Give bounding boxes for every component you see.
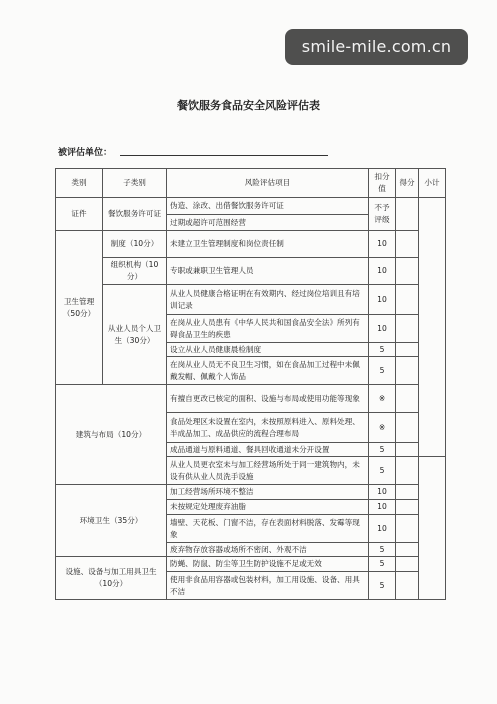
header-subtotal: 小计 (419, 169, 446, 198)
deduct-cell: 5 (369, 443, 396, 457)
risk-assessment-table (55, 168, 446, 600)
table-row (56, 385, 446, 413)
deduct-cell: 不予评级 (369, 198, 396, 231)
table-row (56, 285, 446, 315)
deduct-cell: 5 (369, 357, 396, 385)
table-row (56, 231, 446, 258)
header-category: 类别 (56, 169, 103, 198)
deduct-cell: 5 (369, 343, 396, 357)
item-cell: 专职或兼职卫生管理人员 (167, 258, 369, 285)
score-cell[interactable] (396, 343, 419, 357)
deduct-cell: ※ (369, 413, 396, 443)
score-cell[interactable] (396, 285, 419, 315)
deduct-cell: 10 (369, 258, 396, 285)
header-subcategory: 子类别 (103, 169, 167, 198)
category-cell: 建筑与布局（10分） (56, 385, 167, 485)
table-row (56, 198, 446, 215)
table-row (56, 557, 446, 572)
score-cell[interactable] (396, 457, 419, 485)
deduct-cell: ※ (369, 385, 396, 413)
score-cell[interactable] (396, 557, 419, 572)
subtotal-cell[interactable] (419, 198, 446, 457)
watermark: smile-mile.com.cn (285, 29, 468, 65)
category-cell: 卫生管理（50分） (56, 231, 103, 385)
item-cell: 墙壁、天花板、门窗不洁，存在表面材料脱落、发霉等现象 (167, 515, 369, 543)
score-cell[interactable] (396, 500, 419, 515)
deduct-cell: 5 (369, 457, 396, 485)
item-cell: 在岗从业人员无不良卫生习惯，如在食品加工过程中未佩戴发帽、佩戴个人饰品 (167, 357, 369, 385)
subcategory-cell: 制度（10分） (103, 231, 167, 258)
item-cell: 从业人员健康合格证明在有效期内、经过岗位培训且有培训记录 (167, 285, 369, 315)
deduct-cell: 10 (369, 500, 396, 515)
score-cell[interactable] (396, 385, 419, 413)
table-row (56, 258, 446, 285)
item-cell: 伪造、涂改、出借餐饮服务许可证 (167, 198, 369, 215)
page-title: 餐饮服务食品安全风险评估表 (177, 99, 320, 112)
subcategory-cell: 从业人员个人卫生（30分） (103, 285, 167, 385)
item-cell: 废弃物存放容器或场所不密闭、外观不洁 (167, 543, 369, 557)
item-cell: 加工经营场所环境不整洁 (167, 485, 369, 500)
subcategory-cell: 餐饮服务许可证 (103, 198, 167, 231)
score-cell[interactable] (396, 572, 419, 600)
score-cell[interactable] (396, 443, 419, 457)
subcategory-cell: 组织机构（10分） (103, 258, 167, 285)
table-row (56, 485, 446, 500)
item-cell: 防蝇、防鼠、防尘等卫生防护设施不足或无效 (167, 557, 369, 572)
item-cell: 未建立卫生管理制度和岗位责任制 (167, 231, 369, 258)
score-cell[interactable] (396, 231, 419, 258)
header-item: 风险评估项目 (167, 169, 369, 198)
score-cell[interactable] (396, 258, 419, 285)
item-cell: 过期或超许可范围经营 (167, 215, 369, 231)
deduct-cell: 5 (369, 543, 396, 557)
score-cell[interactable] (396, 543, 419, 557)
score-cell[interactable] (396, 485, 419, 500)
header-deduct: 扣分值 (369, 169, 396, 198)
header-score: 得分 (396, 169, 419, 198)
item-cell: 有擅自更改已核定的面积、设施与布局或使用功能等现象 (167, 385, 369, 413)
deduct-cell: 5 (369, 572, 396, 600)
category-cell: 设施、设备与加工用具卫生（10分） (56, 557, 167, 600)
subtotal-cell[interactable] (419, 457, 446, 600)
item-cell: 未按规定处理废弃油脂 (167, 500, 369, 515)
deduct-cell: 5 (369, 557, 396, 572)
category-cell: 环境卫生（35分） (56, 485, 167, 557)
item-cell: 在岗从业人员患有《中华人民共和国食品安全法》所列有碍食品卫生的疾患 (167, 315, 369, 343)
category-cell: 证件 (56, 198, 103, 231)
score-cell[interactable] (396, 515, 419, 543)
deduct-cell: 10 (369, 285, 396, 315)
item-cell: 食品处理区未设置在室内，未按照原料进入、原料处理、半成品加工、成品供应的流程合理布局 (167, 413, 369, 443)
item-cell: 使用非食品用容器或包装材料，加工用设施、设备、用具不洁 (167, 572, 369, 600)
item-cell: 设立从业人员健康晨检制度 (167, 343, 369, 357)
table-header-row (56, 169, 446, 198)
score-cell[interactable] (396, 357, 419, 385)
score-cell[interactable] (396, 198, 419, 231)
assessed-unit-label: 被评估单位： (58, 148, 113, 158)
item-cell: 从业人员更衣室未与加工经营场所处于同一建筑物内，未设有供从业人员洗手设施 (167, 457, 369, 485)
assessed-unit-line (120, 155, 328, 156)
score-cell[interactable] (396, 413, 419, 443)
item-cell: 成品通道与原料通道、餐具回收通道未分开设置 (167, 443, 369, 457)
deduct-cell: 10 (369, 515, 396, 543)
deduct-cell: 10 (369, 315, 396, 343)
deduct-cell: 10 (369, 485, 396, 500)
deduct-cell: 10 (369, 231, 396, 258)
score-cell[interactable] (396, 315, 419, 343)
